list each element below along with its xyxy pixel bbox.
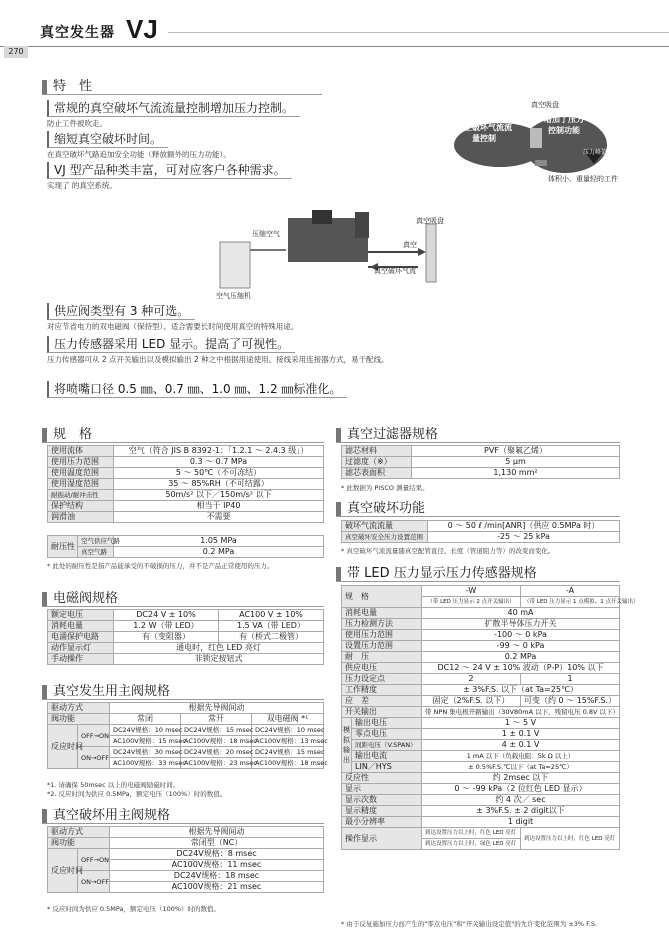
feature-5: 压力传感器采用 LED 显示。提高了可视性。 压力传感器可从 2 点开关输出以及模拟输出 2 种之中根据用途使用。接线采用连接器方式，易于配线。	[47, 337, 389, 364]
fig2-label-vacuum: 真空	[403, 241, 417, 249]
sensor-table: 规 格 -W -A （带 LED 压力显示 2 点开关输出） （带 LED 压力显示 1 点模拟、1 点开关输出） 消耗电量 40 mA 压力检测方法 扩散半导体压力开关 使用压力范围 -100 ～ 0 kPa 设置压力范围 -99 ～ 0 kPa 耐 压 0.2 MPa 供应电压 DC12 ～ 24 V ± 10% 波动（P-P）10% 以下 压力设定点 2 1 工作精度 ± 3%F.S. 以下（at Ta=25℃） 应 差 固定（2%F.S. 以下） 可变（约 0 ～ 15%F.S.） 开关输出 带 NPN 集电极开路输出（30V80mA 以下，残留电压 0.8V 以下） 模拟输出 输出电压 1 ～ 5 V 零点电压 1 ± 0.1 V 间距电压（V.SPAN） 4 ± 0.1 V 输出电流 1 mA 以下（负载电阻：5k Ω 以上） LIN／HYS ± 0.5%F.S.℃以下（at Ta=25℃） 反应性 约 2msec 以下 显示 0 ～ -99 kPa（2 位红色 LED 显示） 显示次数 约 4 次／ sec 显示精度 ± 3%F.S. ± 2 digit以下 最小分辨率 1 digit 操作显示 到达设置压力以上时，红色 LED 亮灯 到达设置压力以上时，红色 LED 亮灯 到达设置压力以上时，绿色 LED 亮灯	[341, 585, 620, 850]
gen-valve-note-2: *2. 反应时间为供应 0.5MPa，额定电压（100%）时的数值。	[47, 790, 227, 798]
feature-3: VJ 型产品种类丰富，可对应客户各种需求。 实现了 的真空系统。	[47, 162, 292, 191]
page-number: 270	[4, 46, 28, 58]
header-title-cn: 真空发生器	[40, 25, 115, 41]
fig1-label-flow: 真空破坏气流流量控制	[456, 123, 512, 143]
section-spec: 规 格	[42, 426, 324, 443]
sensor-note: * 由于反复施加压力而产生的"零点电压"和"开关输出设定值"的允许变化范围为 ±3% F.S.	[341, 920, 598, 928]
feature-2: 缩短真空破坏时间。 在真空破坏气路追加安全功能（释放额外的压力功能）。	[47, 132, 231, 159]
section-break-function: 真空破坏功能	[336, 500, 620, 517]
section-gen-valve: 真空发生用主阀规格	[42, 683, 324, 700]
system-figure	[220, 210, 500, 300]
filter-note: * 此数据为 PISCO 测量结果。	[341, 484, 429, 492]
fig1-label-pad: 真空吸盘	[531, 101, 559, 109]
header-model: VJ	[126, 14, 158, 44]
spec-pressure-table: 耐压性 空气供应气路 1.05 MPa 真空气路 0.2 MPa	[47, 535, 324, 558]
section-solenoid: 电磁阀规格	[42, 590, 324, 607]
fig2-label-compressor: 空气压缩机	[216, 292, 251, 300]
feature-4: 供应阀类型有 3 种可选。 对应节省电力的双电磁阀（保持型）、适合需要长时间使用真空的特殊用途。	[47, 304, 299, 331]
spec-table: 使用流体 空气（符合 JIS B 8392-1：「1.2.1 ～ 2.4.3 级」） 使用压力范围 0.3 ～ 0.7 MPa 使用温度范围 5 ～ 50℃（不可冻结） 使用湿度范围 35 ～ 85%RH（不可结露） 耐振动/耐冲击性 50m/s² 以下／150m/s² 以下 保护结构 相当于 IP40 润滑油 不需要	[47, 445, 324, 523]
fig1-label-workpiece: 体积小、重量轻的工件	[548, 175, 618, 183]
gen-valve-table: 驱动方式 根据先导阀间动 阀功能 常闭 常开 双电磁阀 *¹ 反应时间 OFF→ON DC24V规格：10 msec DC24V规格：15 msec DC24V规格：10 msec AC100V规格：15 msec AC100V规格：18 msec AC100V规格：13 msec ON→OFF DC24V规格：30 msec DC24V规格：20 msec DC24V规格：15 msec AC100V规格：33 msec AC100V规格：23 msec AC100V规格：18 msec	[47, 702, 324, 769]
fig2-label-air: 压缩空气	[252, 230, 280, 238]
section-break-valve: 真空破坏用主阀规格	[42, 807, 324, 824]
fig2-label-pad: 真空吸盘	[416, 217, 444, 225]
section-sensor: 带 LED 压力显示压力传感器规格	[336, 565, 620, 582]
feature-1: 常规的真空破坏气流流量控制增加压力控制。 防止工件被吹走。	[47, 100, 300, 129]
fig2-label-break: 真空破坏气流	[374, 267, 416, 275]
solenoid-table: 额定电压 DC24 V ± 10% AC100 V ± 10% 消耗电量 1.2 W（带 LED） 1.5 VA（带 LED） 电涌保护电路 有（变阻器） 有（桥式二极管） 动作显示灯 通电时，红色 LED 亮灯 手动操作 非锁定按钮式	[47, 609, 324, 665]
spec-note: * 此处的耐压性是指产品能承受的不破损的压力，并不是产品正常使用的压力。	[47, 562, 274, 570]
break-valve-note: * 反应时间为供应 0.5MPa，额定电压（100%）时的数值。	[47, 905, 221, 913]
gen-valve-note-1: *1. 请确保 50msec 以上的电磁阀励磁时间。	[47, 781, 180, 789]
filter-table: 滤芯材料 PVF（聚氟乙烯） 过滤度（※） 5 μm 滤芯表面积 1,130 mm²	[341, 445, 620, 479]
feature-6: 将喷嘴口径 0.5 ㎜、0.7 ㎜、1.0 ㎜、1.2 ㎜标准化。	[47, 381, 347, 398]
break-function-table: 破坏气流流量 0 ～ 50 ℓ /min[ANR]（供应 0.5MPa 时） 真空破坏安全压力设置范围 -25 ～ 25 kPa	[341, 520, 620, 543]
fig1-label-control: 增加了压力控制功能	[544, 115, 584, 135]
break-valve-table: 驱动方式 根据先导阀间动 阀功能 常闭型（NC） 反应时间 OFF→ON DC24V规格：8 msec AC100V规格：11 msec ON→OFF DC24V规格：18 msec AC100V规格：21 msec	[47, 826, 324, 893]
page-header	[40, 8, 669, 42]
section-features: 特 性	[42, 78, 322, 95]
section-filter: 真空过滤器规格	[336, 426, 620, 443]
break-function-note: * 真空破坏气流流量随真空配管直径、长度（管道阻力等）的改变而变化。	[341, 547, 555, 555]
fig1-arrow-label: 压力峰值	[583, 149, 608, 156]
page-rule	[0, 46, 669, 54]
